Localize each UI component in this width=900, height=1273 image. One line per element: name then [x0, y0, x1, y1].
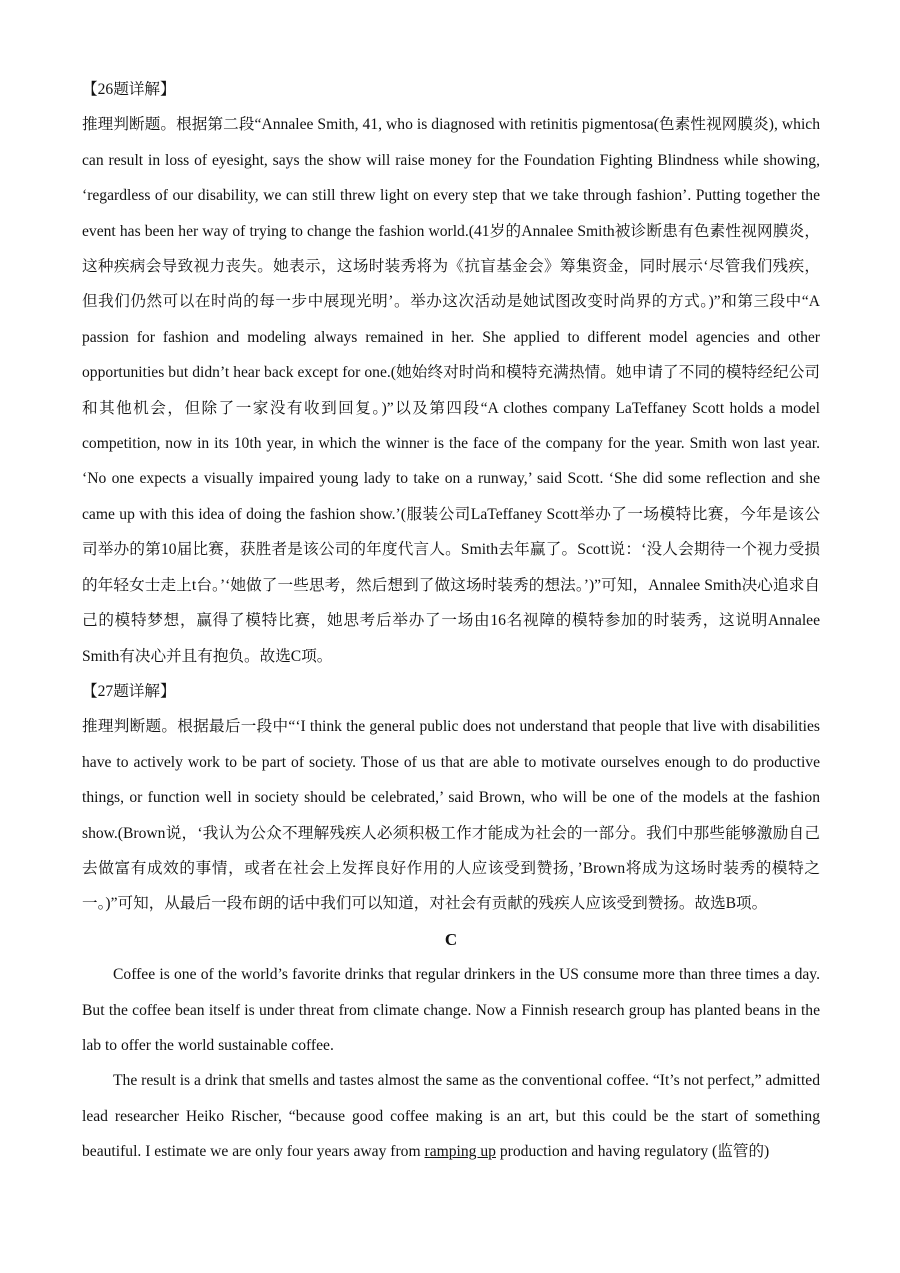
q26-heading: 【26题详解】 [82, 81, 176, 98]
passage-c-paragraph-1: Coffee is one of the world’s favorite drinks that regular drinkers in the US consume more than three times a day. But the coffee bean itself is under threat from climate change. Now a Finnish research group has planted beans in the lab to offer the world sustainable coffee. [82, 966, 820, 1054]
q27-heading: 【27题详解】 [82, 682, 176, 700]
paragraph-2-text-end: production and having regulatory (监管的) [495, 1143, 770, 1161]
passage-c-title: C [444, 929, 458, 949]
paragraph-2-text-start: The result is a drink that smells and tastes almost the same as the conventional coffee. “It’s not perfect,” admitted lead researcher Heiko Rischer, “because good coffee making is an art, but this could be the start of something beautiful. I estimate we are only four years away from [82, 1072, 820, 1161]
q26-explanation: 推理判断题。根据第二段“Annalee Smith, 41, who is diagnosed with retinitis pigmentosa(色素性视网膜炎), which can result in loss of eyesight, says the show will raise money for the Foundation Fighting Blindness while showing, ‘regardless of our disability, we can still threw light on every step that we take through fashion’. Putting together the event has been her way of trying to change the fashion world.(41岁的Annalee Smith被诊断患有色素性视网膜炎，这种疾病会导致视力丧失。她表示，这场时装秀将为《抗盲基金会》筹集资金，同时展示‘尽管我们残疾，但我们仍然可以在时尚的每一步中展现光明’。举办这次活动是她试图改变时尚界的方式。)”和第三段中“A passion for fashion and modeling always remained in her. She applied to different model agencies and other opportunities but didn’t hear back except for one.(她始终对时尚和模特充满热情。她申请了不同的模特经纪公司和其他机会，但除了一家没有收到回复。)”以及第四段“A clothes company LaTeffaney Scott holds a model competition, now in its 10th year, in which the winner is the face of the company for the year. Smith won last year. ‘No one expects a visually impaired young lady to take on a runway,’ said Scott. ‘She did some reflection and she came up with this idea of doing the fashion show.’(服装公司LaTeffaney Scott举办了一场模特比赛，今年是该公司举办的第10届比赛，获胜者是该公司的年度代言人。Smith去年赢了。Scott说：‘没人会期待一个视力受损的年轻女士走上t台。’‘她做了一些思考，然后想到了做这场时装秀的想法。’)”可知，Annalee Smith决心追求自己的模特梦想，赢得了模特比赛，她思考后举办了一场由16名视障的模特参加的时装秀，这说明Annalee Smith有决心并且有抱负。故选C项。 [82, 116, 820, 665]
document-content [82, 72, 820, 1170]
underlined-phrase: ramping up [424, 1143, 496, 1161]
passage-c-paragraph-2 [82, 1063, 820, 1169]
q27-explanation: 推理判断题。根据最后一段中“‘I think the general public does not understand that people that live with disabilities have to actively work to be part of society. Those of us that are able to motivate ourselves enough to do productive things, or function well in society should be celebrated,’ said Brown, who will be one of the models at the fashion show.(Brown说，‘我认为公众不理解残疾人必须积极工作才能成为社会的一部分。我们中那些能够激励自己去做富有成效的事情，或者在社会上发挥良好作用的人应该受到赞扬，’Brown将成为这场时装秀的模特之一。)”可知，从最后一段布朗的话中我们可以知道，对社会有贡献的残疾人应该受到赞扬。故选B项。 [82, 718, 820, 913]
